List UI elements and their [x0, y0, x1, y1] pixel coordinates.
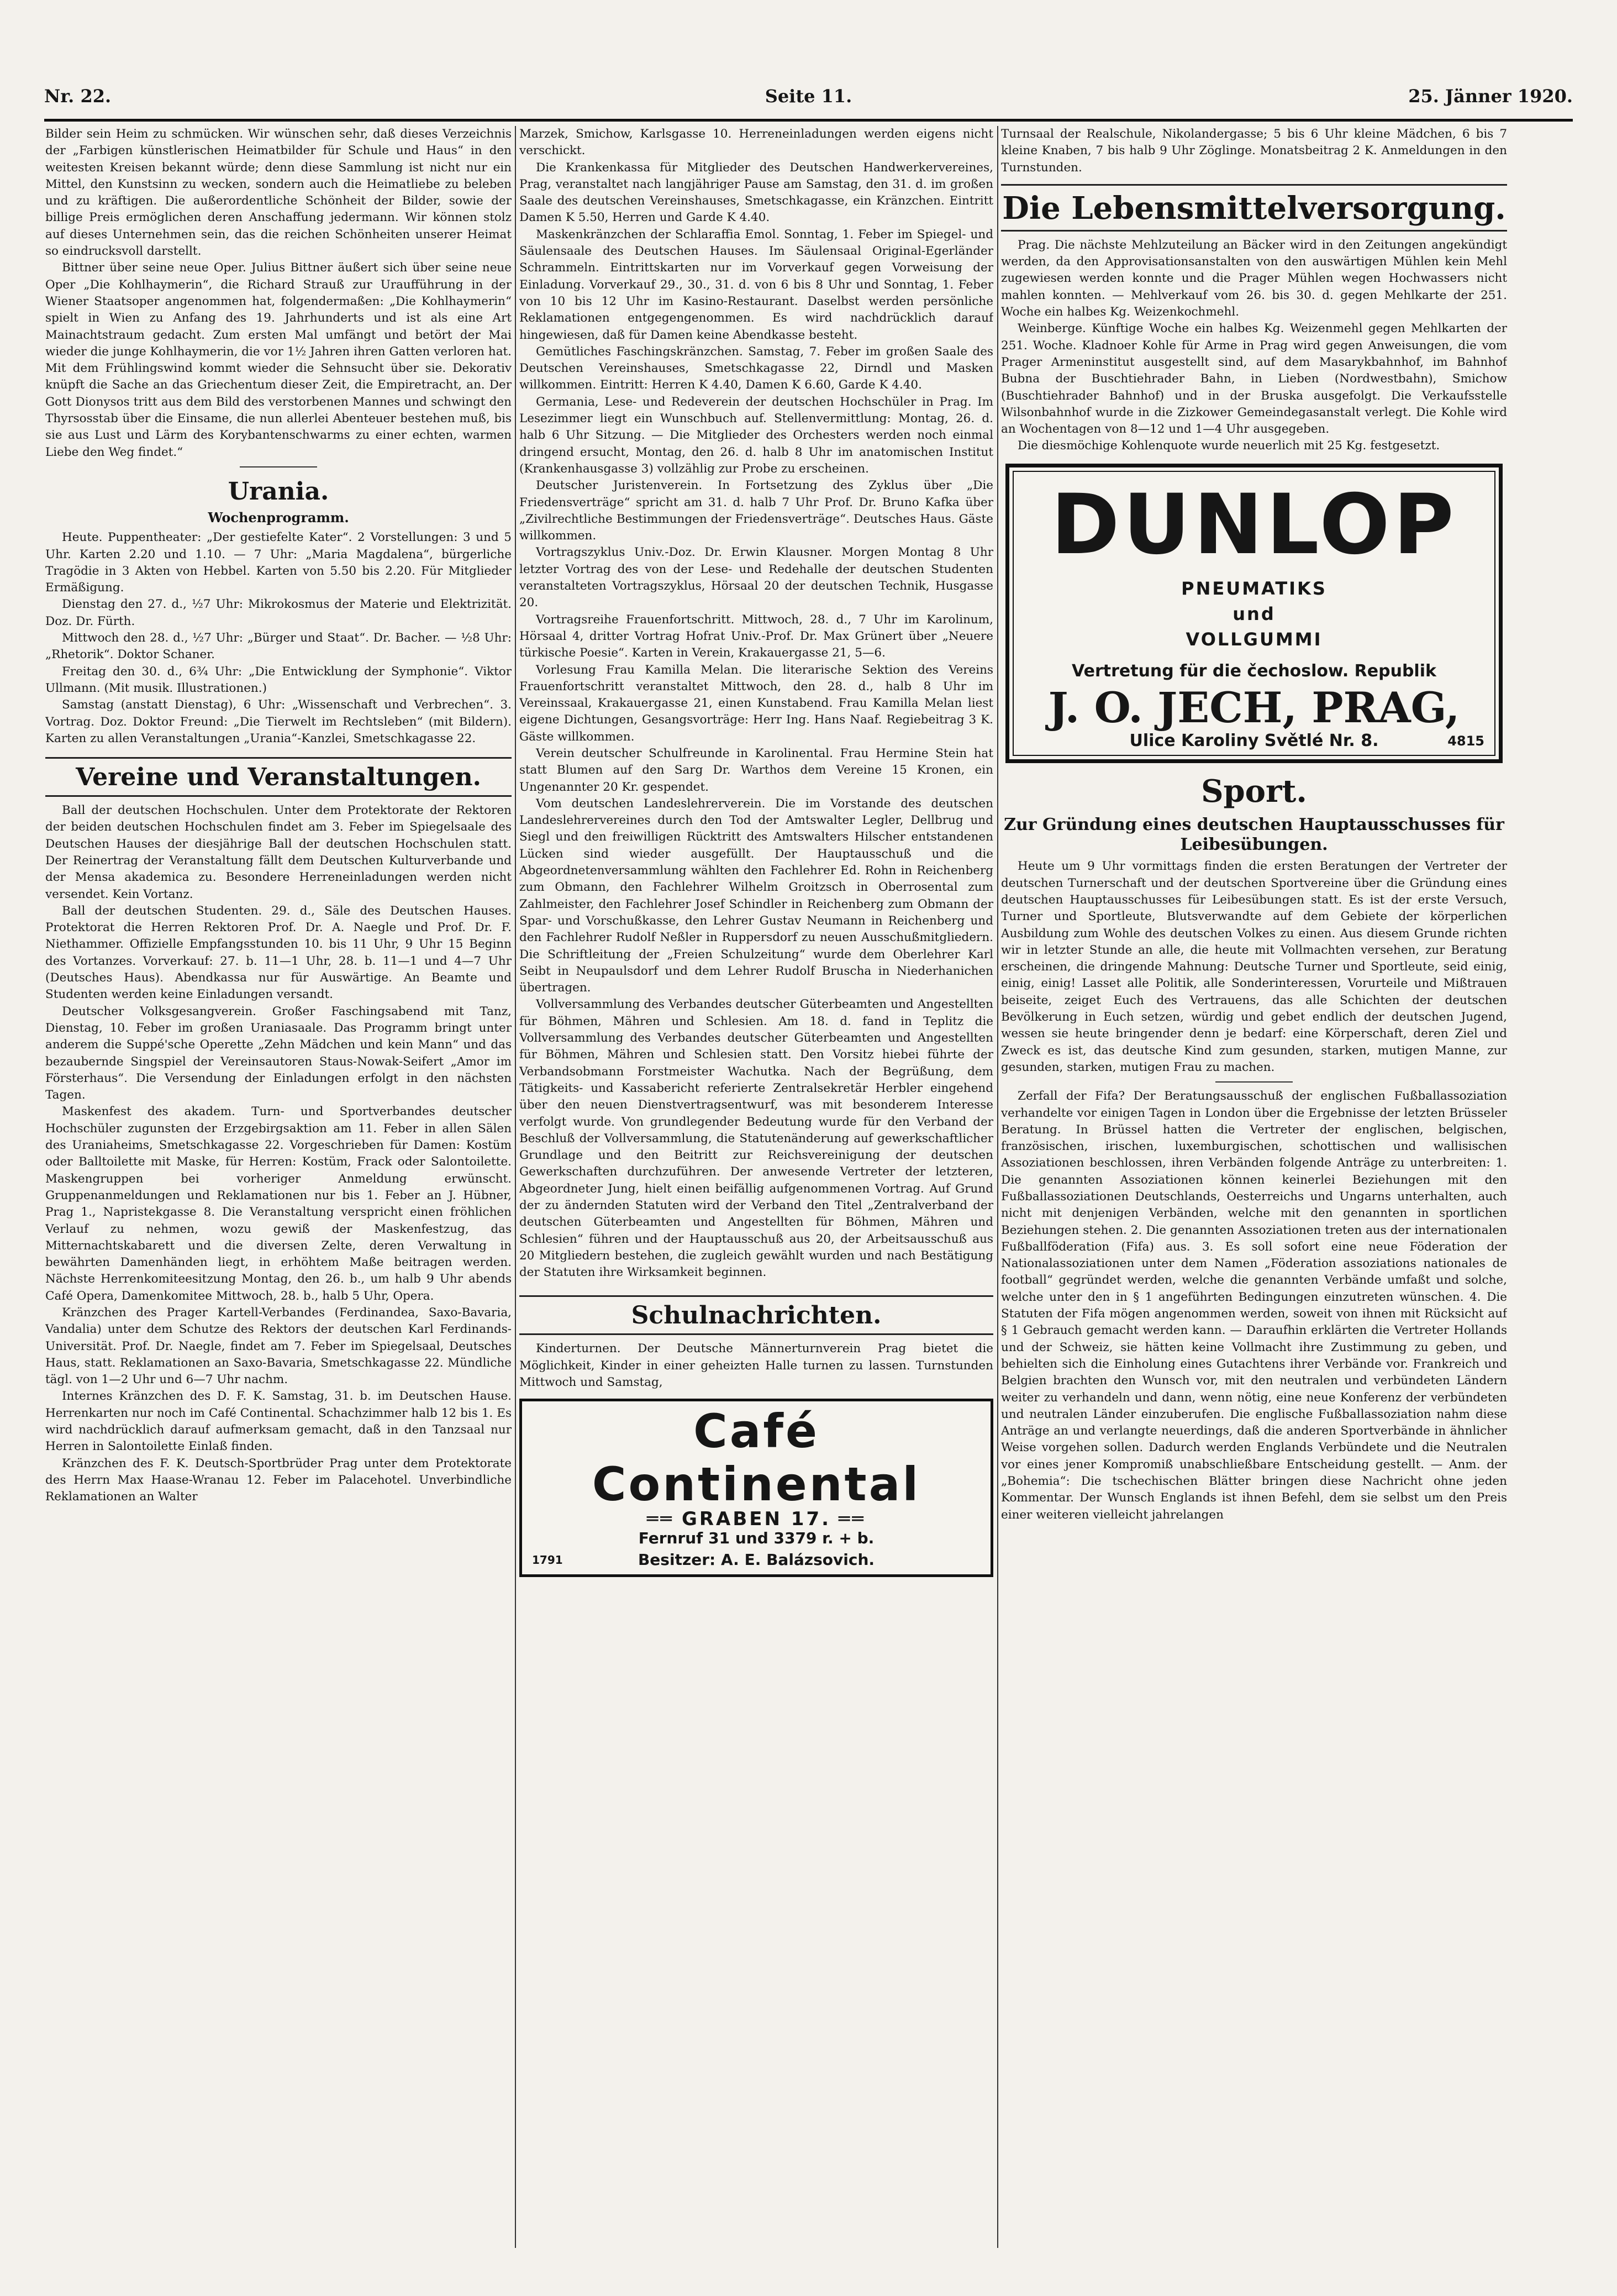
urania-item: Dienstag den 27. d., ½7 Uhr: Mikrokosmus der Materie und Elektrizität. Doz. Dr. Fürth. — [45, 597, 512, 628]
notice-item: Ball der deutschen Hochschulen. Unter dem Protektorate der Rektoren der beiden deutschen Hochschulen findet am 3. Feber im Spiegelsaale des Deutschen Hauses der diesjährige Ball der deutschen Hochschulen statt. Der Reinertrag der Veranstaltung fällt dem Deutschen Kulturverbande und der Mensa akademica zu. Besondere Herreneinladungen werden nicht versendet. Kein Vortanz. — [45, 803, 512, 901]
article-paragraph: Die diesmöchige Kohlenquote wurde neuerlich mit 25 Kg. festgesetzt. — [1018, 439, 1440, 453]
notice-item: Deutscher Juristenverein. In Fortsetzung des Zyklus über „Die Friedensverträge“ spricht am 31. d. halb 7 Uhr Prof. Dr. Bruno Kafka über „Zivilrechtliche Bestimmungen der Friedensverträge“. Deutsches Haus. Gäste willkommen. — [519, 479, 993, 543]
separator — [1215, 1081, 1293, 1083]
urania-item: Samstag (anstatt Dienstag), 6 Uhr: „Wissenschaft und Verbrechen“. 3. Vortrag. Doz. Doktor Freund: „Die Tierwelt im Rechtsleben“ (mit Bildern). Karten zu allen Veranstaltungen „Urania“-Kanzlei, Smetschkagasse 22. — [45, 698, 512, 745]
notice-item: Ball der deutschen Studenten. 29. d., Säle des Deutschen Hauses. Protektorat die Herren Rektoren Prof. Dr. A. Naegle und Prof. Dr. F. Niethammer. Offizielle Empfangsstunden 10. bis 11 Uhr, 9 Uhr 15 Beginn des Vortanzes. Vorverkauf: 27. b. 11—1 Uhr, 28. b. 11—1 und 4—7 Uhr (Deutsches Haus). Abendkassa nur für Auswärtige. An Beamte und Studenten werden keine Einladungen versandt. — [45, 903, 512, 1002]
cafe-name: Café Continental — [592, 1404, 921, 1512]
cafe-continental-ad — [519, 1399, 993, 1577]
column-divider — [515, 126, 516, 2248]
section-title-vereine: Vereine und Veranstaltungen. — [45, 757, 512, 797]
notice-item: Kränzchen des F. K. Deutsch-Sportbrüder Prag unter dem Protektorate des Herrn Max Haase-Wranau 12. Feber im Palacehotel. Unverbindliche Reklamationen an Walter — [45, 1456, 512, 1504]
article-paragraph: Prag. Die nächste Mehlzuteilung an Bäcker wird in den Zeitungen angekündigt werden, da den Approvisationsanstalten von den auswärtigen Mühlen kein Mehl zugewiesen werden konnte und die Prager Mühlen wegen Hochwassers nicht mahlen konnten. — Mehlverkauf vom 26. bis 30. d. gegen Mehlkarte der 251. Woche ein halbes Kg. Weizenkochmehl. — [1001, 238, 1507, 319]
page-number: Seite 11. — [765, 86, 852, 107]
section-title-urania: Urania. — [228, 477, 329, 506]
ad-address: Ulice Karoliny Světlé Nr. 8. — [1129, 731, 1379, 751]
article-paragraph: Heute um 9 Uhr vormittags finden die ersten Beratungen der Vertreter der deutschen Turnerschaft und der deutschen Sportvereine über die Gründung eines deutschen Hauptausschusses für Leibesübungen statt. Es ist der erste Versuch, Turner und Sportleute, Blutsverwandte auf dem Gebiete der körperlichen Ausbildung zum Wohle des deutschen Volkes zu einen. Aus diesem Grunde richten wir in letzter Stunde an alle, die heute mit Vollmachten versehen, zur Beratung erscheinen, die dringende Mahnung: Deutsche Turner und Sportleute, seid einig, einig, einig! Lasset alle Politik, alle Sonderinteressen, Vorurteile und Mißtrauen beiseite, zeiget Euch des Vertrauens, das alle Schichten der deutschen Bevölkerung in Euch setzen, würdig und gebet endlich der deutschen Jugend, wessen sie heute bringender denn je bedarf: eine Körperschaft, deren Ziel und Zweck es ist, das deutsche Kind zum gesunden, starken, mutigen Manne, zur gesunden, starken, mutigen Frau zu machen. — [1001, 859, 1507, 1074]
ad-address-line — [1024, 733, 1484, 749]
notice-item: Vollversammlung des Verbandes deutscher Güterbeamten und Angestellten für Böhmen, Mähren und Schlesien. Am 18. d. fand in Teplitz die Vollversammlung des Verbandes deutscher Güterbeamten und Angestellten für Böhmen, Mähren und Schlesien statt. Den Vorsitz hiebei führte der Verbandsobmann Forstmeister Wachutka. Nach der Begrüßung, dem Tätigkeits- und Kassabericht referierte Zentralsekretär Herbler eingehend über den neuen Dienstvertragsentwurf, was mit besonderem Interesse verfolgt wurde. Von grundlegender Bedeutung wurde für den Verband der Beschluß der Vollversammlung, die Statutenänderung auf gewerkschaftlicher Grundlage und den Beitritt zur Reichsvereinigung der deutschen Gewerkschaften durchzuführen. Der anwesende Vertreter der letzteren, Abgeordneter Jung, hielt einen beifällig aufgenommenen Vortrag. Auf Grund der zu ändernden Statuten wird der Verband den Titel „Zentralverband der deutschen Güterbeamten und Angestellten für Böhmen, Mähren und Schlesien“ führen und der Hauptausschuß aus 20, der Arbeitsausschuß aus 20 Mitgliedern bestehen, die zugleich gewählt wurden und nach Bestätigung der Statuten ihre Wirksamkeit beginnen. — [519, 997, 993, 1280]
ad-line: und — [1232, 603, 1276, 624]
section-title-schul: Schulnachrichten. — [519, 1295, 993, 1335]
urania-item: Freitag den 30. d., 6¾ Uhr: „Die Entwicklung der Symphonie“. Viktor Ullmann. (Mit musik. Illustrationen.) — [45, 664, 512, 695]
ad-line: VOLLGUMMI — [1186, 628, 1323, 650]
column-divider — [997, 126, 998, 2248]
header-rule — [44, 119, 1573, 122]
notice-item: Vortragszyklus Univ.-Doz. Dr. Erwin Klausner. Morgen Montag 8 Uhr letzter Vortrag des von der Lese- und Redehalle der deutschen Studenten veranstalteten Vortragszyklus, Hörsaal 20 der deutschen Technik, Husgasse 20. — [519, 545, 993, 610]
notice-item: Vortragsreihe Frauenfortschritt. Mittwoch, 28. d., 7 Uhr im Karolinum, Hörsaal 4, dritter Vortrag Hofrat Univ.-Prof. Dr. Max Grünert über „Neuere türkische Poesie“. Karten in Verein, Krakauergasse 21, 5—6. — [519, 612, 993, 660]
notice-item: Vorlesung Frau Kamilla Melan. Die literarische Sektion des Vereins Frauenfortschritt veranstaltet Mittwoch, den 28. d., halb 8 Uhr im Vereinssaal, Krakauergasse 21, einen Kunstabend. Frau Kamilla Melan liest eigene Dichtungen, Gesangsvorträge: Herr Ing. Hans Naaf. Regiebeitrag 3 K. Gäste willkommen. — [519, 663, 993, 744]
article-bittner: Bittner über seine neue Oper. Julius Bittner äußert sich über seine neue Oper „Die Kohlhaymerin“, die Richard Strauß zur Uraufführung in der Wiener Staatsoper angenommen hat, folgendermaßen: „Die Kohlhaymerin“ spielt in Wien zu Anfang des 19. Jahrhunderts und ist als eine Art Mainachtstraum gedacht. Zum ersten Mal umfängt und betört der Mai wieder die junge Kohlhaymerin, die vor 1½ Jahren ihren Gatten verloren hat. Mit dem Frühlingswind kommt wieder die Sehnsucht über sie. Dekorativ knüpft die Sache an das Griechentum dieser Zeit, die Empiretracht, an. Der Gott Dionysos tritt aus dem Bild des verstorbenen Mannes und schwingt den Thyrsosstab über die Einsame, die nun allerlei Abenteuer bestehen muß, bis sie aus Lust und Lärm des Korybantenschwarms zu einer echten, warmen Liebe den Weg findet.“ — [45, 261, 512, 459]
notice-item: Kränzchen des Prager Kartell-Verbandes (Ferdinandea, Saxo-Bavaria, Vandalia) unter dem Schutze des Rektors der deutschen Karl Ferdinands-Universität. Prof. Dr. Naegle, findet am 7. Feber im Spiegelsaal, Deutsches Haus, statt. Reklamationen an Saxo-Bavaria, Smetschkagasse 22. Mündliche tägl. von 1—2 Uhr und 6—7 Uhr nachm. — [45, 1306, 512, 1387]
article-paragraph: Zerfall der Fifa? Der Beratungsausschuß der englischen Fußballassoziation verhandelte vor einigen Tagen in London über die Ergebnisse der letzten Brüsseler Beratung. In Brüssel hatten die Vertreter der englischen, belgischen, französischen, irischen, luxemburgischen, schottischen und wallisischen Assoziationen beschlossen, ihren Verbänden folgende Anträge zu unterbreiten: 1. Die genannten Assoziationen können keinerlei Beziehungen mit den Fußballassoziationen Deutschlands, Oesterreichs und Ungarns unterhalten, auch nicht mit denjenigen Verbänden, welche mit den genannten in sportlichen Beziehungen stehen. 2. Die genannten Assoziationen treten aus der internationalen Fußballföderation (Fifa) aus. 3. Es soll sofort eine neue Föderation der Nationalassoziationen unter dem Namen „Föderation assoziations nationales de football“ gegründet werden, welche die genannten Verbände umfaßt und solche, welche unter den in § 1 angeführten Bedingungen einzutreten wünschen. 4. Die Statuten der Fifa mögen angenommen werden, soweit von ihnen mit Rücksicht auf § 1 Gebrauch gemacht werden kann. — Daraufhin erklärten die Vertreter Hollands und der Schweiz, sie hätten keine Vollmacht ihre Zustimmung zu geben, und behielten sich die Einholung eines Gutachtens ihrer Verbände vor. Frankreich und Belgien brachten den Wunsch vor, mit den neutralen und verbündeten Ländern weiter zu verhandeln und dann, wenn nötig, eine neue Konferenz der verbündeten und neutralen Länder einzuberufen. Die englische Fußballassoziation nahm diese Anträge an und verlangte neuerdings, daß die anderen Sportverbände in ähnlicher Weise vorgehen sollen. Dadurch werden Englands Verbündete und die Neutralen vor eines jener Kompromiß unabschließbare Entscheidung gestellt. — Anm. der „Bohemia“: Die tschechischen Blätter bringen diese Nachricht ohne jeden Kommentar. Der Wunsch Englands ist ihnen Befehl, dem sie selbst um den Preis einer weiteren vielleicht jahrelangen — [1001, 1089, 1507, 1522]
notice-item: Die Krankenkassa für Mitglieder des Deutschen Handwerkervereines, Prag, veranstaltet nach langjähriger Pause am Samstag, den 31. d. im großen Saale des deutschen Vereinshauses, Smetschkagasse, ein Kränzchen. Eintritt Damen K 5.50, Herren und Garde K 4.40. — [519, 160, 993, 225]
notice-item: Kinderturnen. Der Deutsche Männerturnverein Prag bietet die Möglichkeit, Kinder in einer geheizten Halle turnen zu lassen. Turnstunden Mittwoch und Samstag, — [519, 1342, 993, 1390]
column-2 — [519, 126, 993, 2248]
dunlop-ad — [1005, 464, 1503, 764]
separator — [240, 466, 317, 467]
column-1 — [45, 126, 512, 2248]
issue-number: Nr. 22. — [44, 86, 112, 107]
notice-item: Gemütliches Faschingskränzchen. Samstag, 7. Feber im großen Saale des Deutschen Vereinshauses, Smetschkagasse 22, Dirndl und Masken willkommen. Eintritt: Herren K 4.40, Damen K 6.60, Garde K 4.40. — [519, 344, 993, 392]
urania-item: Heute. Puppentheater: „Der gestiefelte Kater“. 2 Vorstellungen: 3 und 5 Uhr. Karten 2.20 und 1.10. — 7 Uhr: „Maria Magdalena“, bürgerliche Tragödie in 3 Akten von Hebbel. Karten von 5.50 bis 2.20. Für Mitglieder Ermäßigung. — [45, 530, 512, 595]
ad-number: 1791 — [532, 1553, 563, 1567]
notice-item: Deutscher Volksgesangverein. Großer Faschingsabend mit Tanz, Dienstag, 10. Feber im großen Uraniasaale. Das Programm bringt unter anderem die Suppé'sche Operette „Zehn Mädchen und kein Mann“ und das bezaubernde Singspiel der Vereinsautoren Staus-Nowak-Seifert „Amor im Försterhaus“. Die Versendung der Einladungen erfolgt in den nächsten Tagen. — [45, 1004, 512, 1102]
ad-firm: J. O. JECH, PRAG, — [1048, 683, 1460, 733]
notice-item: Maskenkränzchen der Schlaraffia Emol. Sonntag, 1. Feber im Spiegel- und Säulensaale des Deutschen Hauses. Im Säulensaal Original-Egerländer Schrammeln. Eintrittskarten nur im Vorverkauf gegen Vorweisung der Einladung. Vorverkauf 29., 30., 31. d. von 6 bis 8 Uhr und Sonntag, 1. Feber von 10 bis 12 Uhr im Kasino-Restaurant. Daselbst werden persönliche Reklamationen entgegengenommen. Es wird nachdrücklich darauf hingewiesen, daß für Damen keine Abendkasse besteht. — [519, 227, 993, 342]
notice-item: Turnsaal der Realschule, Nikolandergasse; 5 bis 6 Uhr kleine Mädchen, 6 bis 7 kleine Knaben, 7 bis halb 9 Uhr Zöglinge. Monatsbeitrag 2 K. Anmeldungen in den Turnstunden. — [1001, 127, 1507, 175]
notice-item: Internes Kränzchen des D. F. K. Samstag, 31. b. im Deutschen Hause. Herrenkarten nur noch im Café Continental. Schachzimmer halb 12 bis 1. Es wird nachdrücklich darauf aufmerksam gemacht, daß in den Tanzsaal nur Herren in Salontoilette Einlaß finden. — [45, 1389, 512, 1454]
page-header — [44, 80, 1573, 113]
ad-number: 4815 — [1447, 733, 1484, 749]
column-3 — [1001, 126, 1507, 2248]
section-subtitle: Wochenprogramm. — [208, 509, 349, 526]
notice-item: Verein deutscher Schulfreunde in Karolinental. Frau Hermine Stein hat statt Blumen auf den Sarg Dr. Warthos dem Vereine 15 Kronen, ein Ungenannter 20 Kr. gespendet. — [519, 746, 993, 794]
article-text: Bilder sein Heim zu schmücken. Wir wünschen sehr, daß dieses Verzeichnis der „Farbigen künstlerischen Heimatbilder für Schule und Haus“ in den weitesten Kreisen bekannt würde; denn diese Sammlung ist nicht nur ein Mittel, den Kunstsinn zu wecken, sondern auch die Heimatliebe zu beleben und zu kräftigen. Die außerordentliche Schönheit der Bilder, sowie der billige Preis ermöglichen deren Anschaffung jedermann. Wir können stolz auf dieses Unternehmen sein, das die reichen Schönheiten unserer Heimat so eindrucksvoll darstellt. — [45, 127, 512, 259]
cafe-phone: Fernruf 31 und 3379 r. + b. — [638, 1528, 875, 1547]
issue-date: 25. Jänner 1920. — [1408, 86, 1573, 107]
notice-item: Vom deutschen Landeslehrerverein. Die im Vorstande des deutschen Landeslehrervereines durch den Tod der Amtswalter Legler, Dellbrug und Siegl und den freiwilligen Rücktritt des Amtswalters Hilscher entstandenen Lücken sind wieder ausgefüllt. Der Hauptausschuß und die Abgeordnetenversammlung wählten den Fachlehrer Ed. Rohn in Reichenberg zum Obmann, den Fachlehrer Wilhelm Groitzsch in Oberrosental zum Zahlmeister, den Fachlehrer Josef Schindler in Reichenberg zum Obmann der Spar- und Vorschußkasse, den Lehrer Gustav Neumann in Reichenberg und den Fachlehrer Rudolf Neßler in Ruppersdorf zu neuen Ausschußmitgliedern. Die Schriftleitung der „Freien Schulzeitung“ wurde dem Oberlehrer Karl Seibt in Neupaulsdorf und dem Lehrer Rudolf Bruscha in Niederhanichen übertragen. — [519, 796, 993, 995]
cafe-address: ══ GRABEN 17. ══ — [532, 1511, 981, 1527]
notice-item: Marzek, Smichow, Karlsgasse 10. Herreneinladungen werden eigens nicht verschickt. — [519, 127, 993, 158]
ad-representation: Vertretung für die čechoslow. Republik — [1072, 661, 1436, 681]
article-paragraph: Weinberge. Künftige Woche ein halbes Kg. Weizenmehl gegen Mehlkarten der 251. Woche. Kladnoer Kohle für Arme in Prag wird gegen Anweisungen, die vom Prager Armeninstitut ausgestellt sind, auf dem Masarykbahnhof, im Bahnhof Bubna der Buschtiehrader Bahn, in Lieben (Nordwestbahn), Smichow (Buschtiehrader Bahnhof) und in der Bruska ausgefolgt. Die Verkaufsstelle Wilsonbahnhof wurde in die Zizkower Gemeindegasanstalt verlegt. Die Kohle wird an Wochentagen von 8—12 und 1—4 Uhr ausgegeben. — [1001, 322, 1507, 437]
cafe-owner-line — [532, 1549, 981, 1571]
section-title-lebensmittel: Die Lebensmittelversorgung. — [1001, 184, 1507, 232]
urania-item: Mittwoch den 28. d., ½7 Uhr: „Bürger und Staat“. Dr. Bacher. — ½8 Uhr: „Rhetorik“. Doktor Schaner. — [45, 631, 512, 662]
notice-item: Germania, Lese- und Redeverein der deutschen Hochschüler in Prag. Im Lesezimmer liegt ein Wunschbuch auf. Stellenvermittlung: Montag, 26. d. halb 6 Uhr Sitzung. — Die Mitglieder des Orchesters werden noch einmal dringend ersucht, Montag, den 26. d. halb 8 Uhr im anatomischen Institut (Krankenhausgasse 3) vollzählig zur Probe zu erscheinen. — [519, 395, 993, 476]
cafe-owner: Besitzer: A. E. Balázsovich. — [638, 1550, 875, 1569]
article-headline: Zur Gründung eines deutschen Hauptausschusses für Leibesübungen. — [1004, 815, 1504, 855]
notice-item: Maskenfest des akadem. Turn- und Sportverbandes deutscher Hochschüler zugunsten der Erzgebirgsaktion am 11. Feber in allen Sälen des Uraniaheims, Smetschkagasse 22. Vorgeschrieben für Damen: Kostüm oder Balltoilette mit Maske, für Herren: Kostüm, Frack oder Salontoilette. Maskengruppen bei vorheriger Anmeldung erwünscht. Gruppenanmeldungen und Reklamationen nur bis 1. Feber an J. Hübner, Prag 1., Napristekgasse 8. Die Veranstaltung verspricht einen fröhlichen Verlauf zu nehmen, wozu gewiß der Maskenfestzug, das Mitternachtskabarett und die diversen Zelte, deren Verwaltung in bewährten Damenhänden liegt, in erhöhtem Maße beitragen werden. Nächste Herrenkomiteesitzung Montag, den 26. b., um halb 9 Uhr abends Café Opera, Damenkomitee Mittwoch, 28. b., halb 5 Uhr, Opera. — [45, 1105, 512, 1303]
dunlop-logo: DUNLOP — [1051, 476, 1457, 573]
ad-line: PNEUMATIKS — [1181, 577, 1327, 599]
section-title-sport: Sport. — [1201, 773, 1307, 810]
